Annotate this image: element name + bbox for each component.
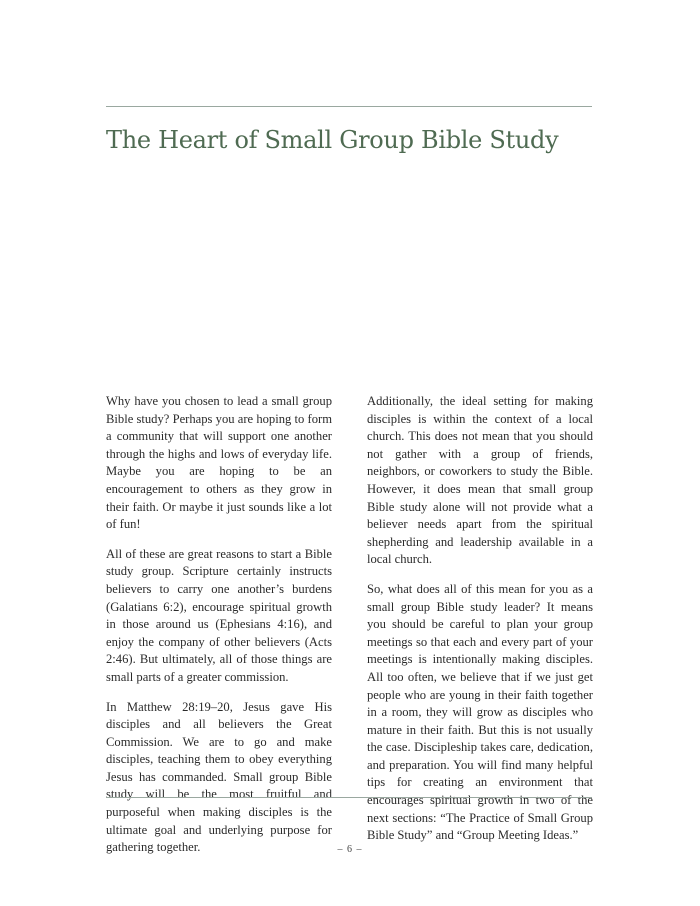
paragraph: In Matthew 28:19–20, Jesus gave His disciples and all believers the Great Commission. We are to go and make disciples, teaching them to obey everything Jesus has commanded. Small group Bible study will be the most fruitful and purposeful when making disciples is the ultimate goal and underlying purpose for gathering together. [106,699,332,855]
right-column [367,393,593,857]
page-title: The Heart of Small Group Bible Study [106,126,559,154]
paragraph: Additionally, the ideal setting for making disciples is within the context of a local church. This does not mean that you should not gather with a group of friends, neighbors, or coworkers to study the Bible. However, it does mean that small group Bible study alone will not provide what a believer needs apart from the spiritual shepherding and leadership available in a local church. [367,394,593,567]
page-number: – 6 – [337,844,363,855]
top-divider [106,106,592,107]
paragraph: So, what does all of this mean for you as a small group Bible study leader? It means you should be careful to plan your group meetings so that each and every part of your meetings is intentionally making disciples. All too often, we believe that if we just get people who are young in their faith together in a room, they will grow as disciples who mature in their faith. But this is not usually the case. Discipleship takes care, dedication, and preparation. You will find many helpful tips for creating an environment that encourages spiritual growth in two of the next sections: “The Practice of Small Group Bible Study” and “Group Meeting Ideas.” [367,581,593,843]
paragraph: All of these are great reasons to start a Bible study group. Scripture certainly instructs believers to carry one another’s burdens (Galatians 6:2), encourage spiritual growth in those around us (Ephesians 4:16), and enjoy the company of other believers (Acts 2:46). But ultimately, all of those things are small parts of a greater commission. [106,546,332,684]
paragraph: Why have you chosen to lead a small group Bible study? Perhaps you are hoping to form a community that will support one another through the highs and lows of everyday life. Maybe you are hoping to be an encouragement to others as they grow in their faith. Or maybe it just sounds like a lot of fun! [106,394,332,532]
bottom-divider [106,797,592,798]
